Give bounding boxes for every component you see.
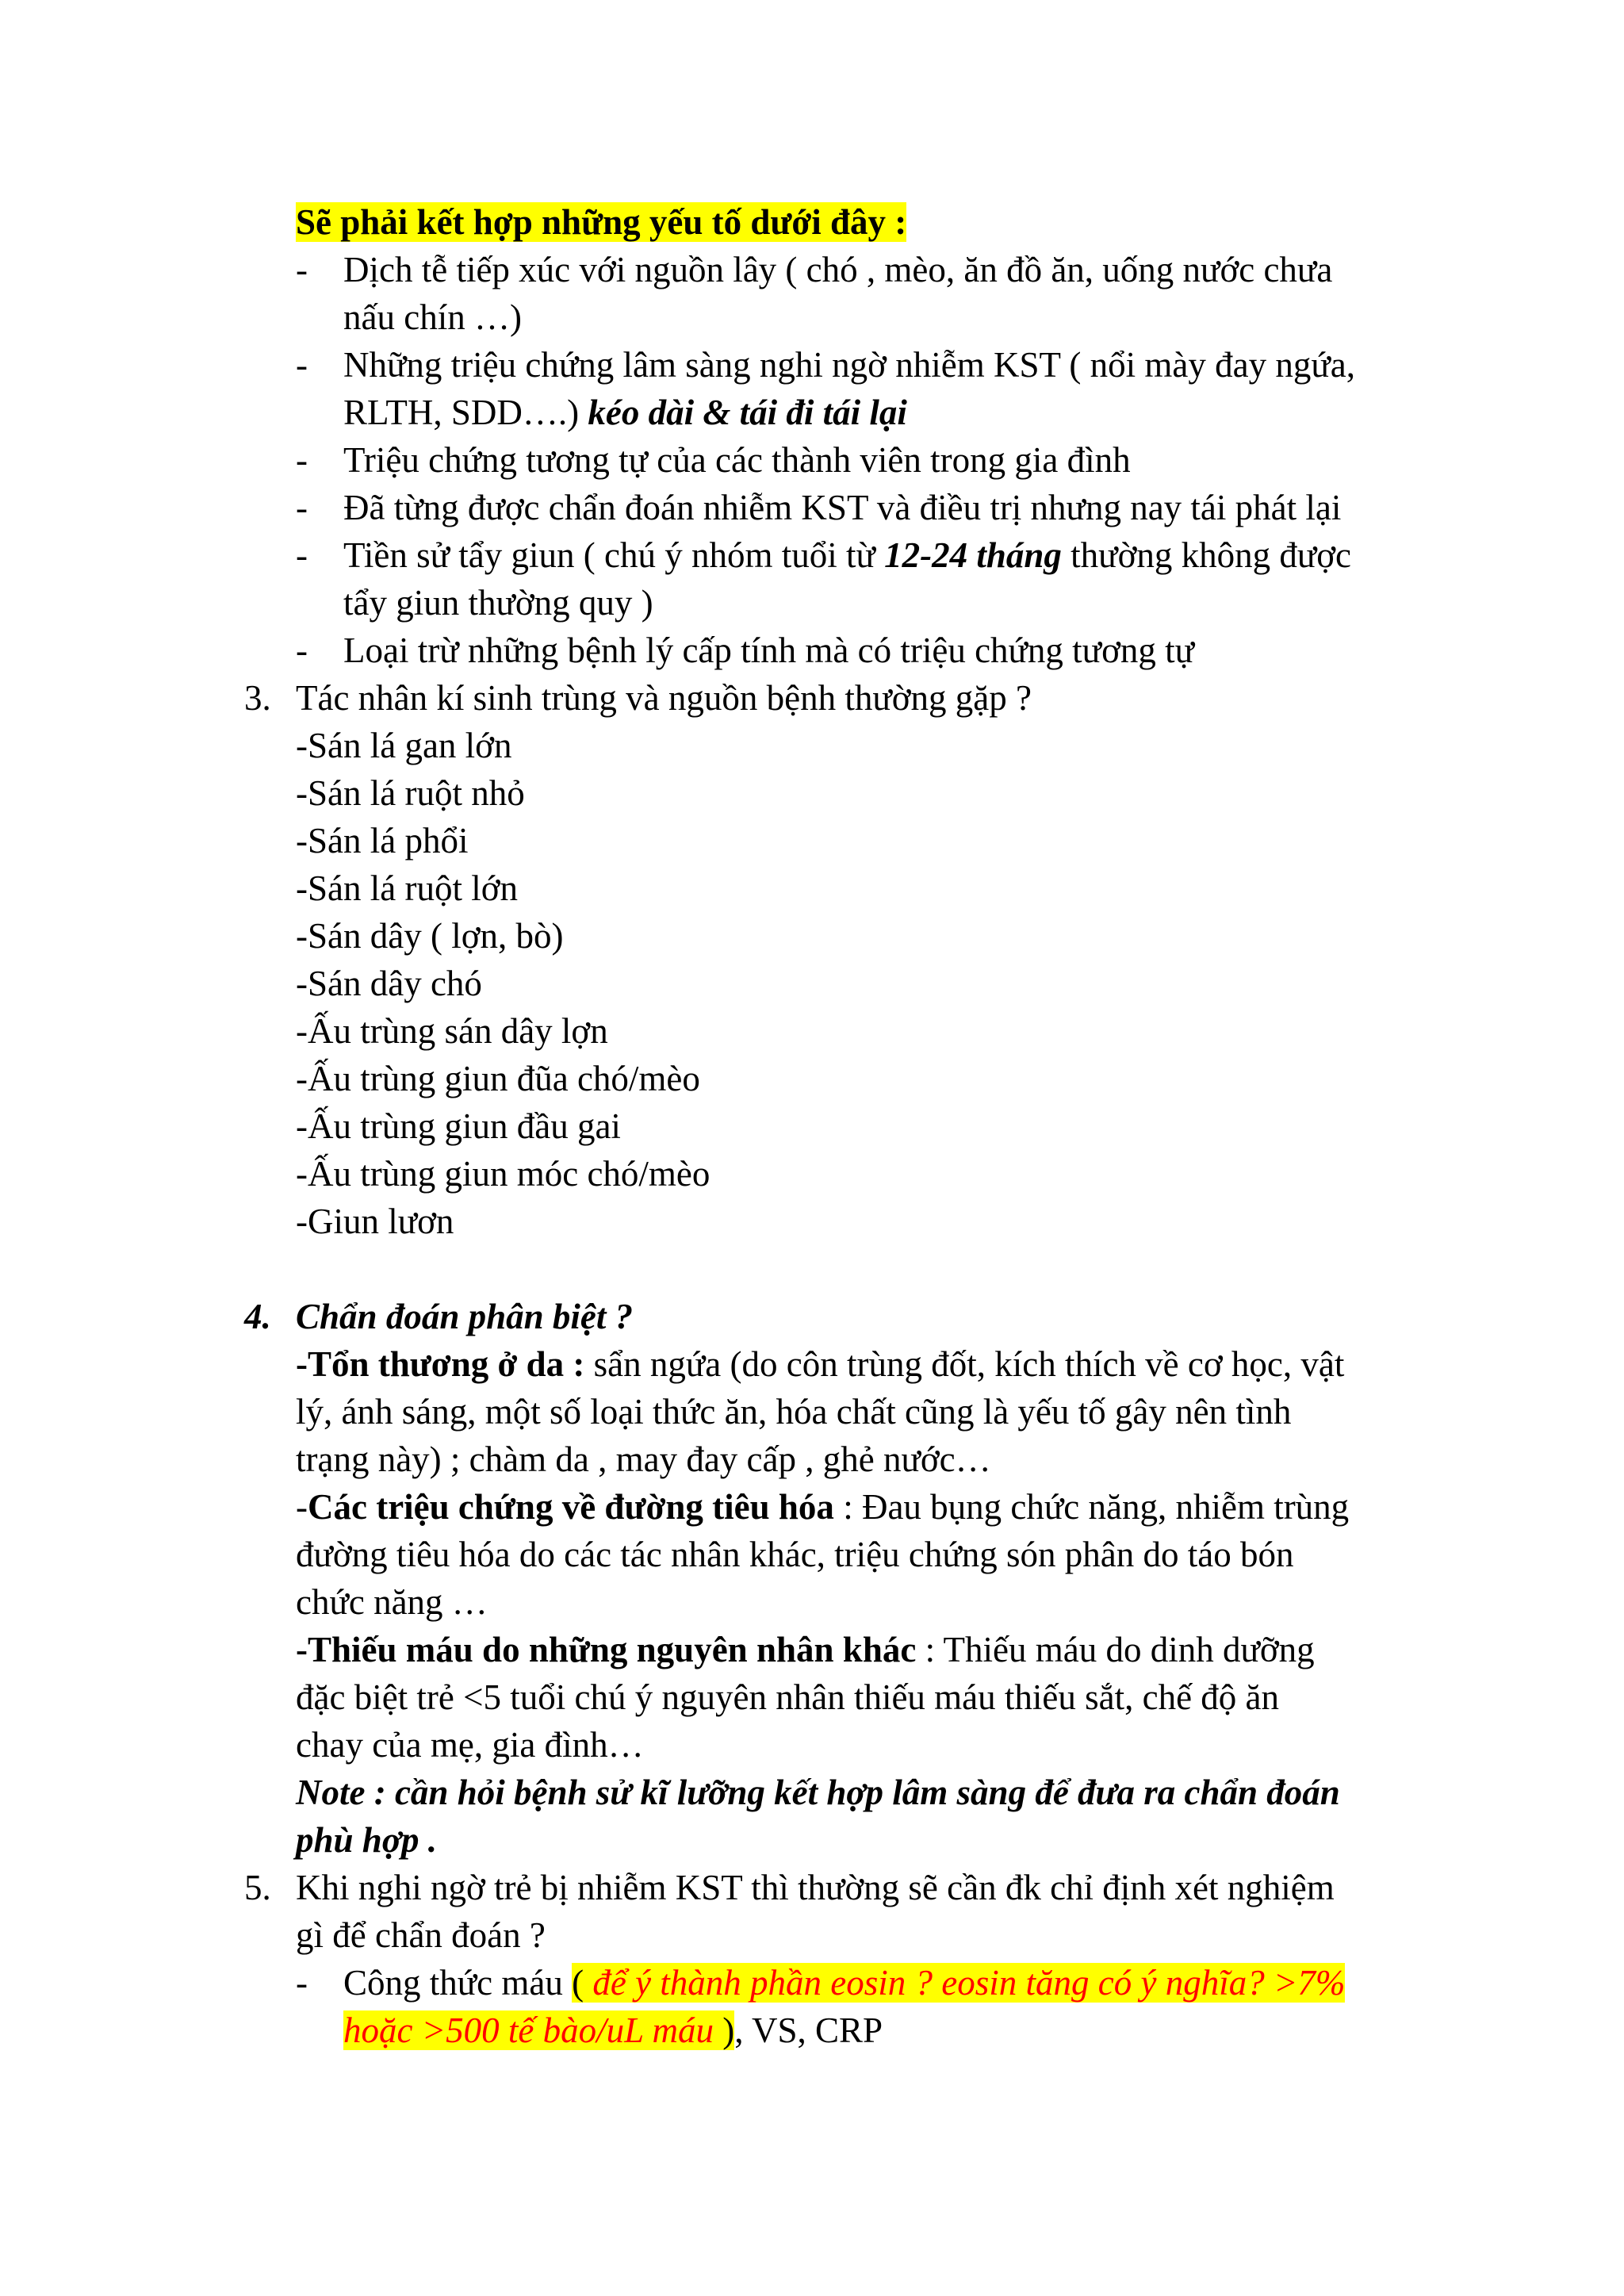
bullet-marker: -: [296, 488, 308, 527]
q4-skin-line-1: -Tổn thương ở da : sẩn ngứa (do côn trùng đốt, kích thích về cơ học, vật: [296, 1344, 1345, 1384]
q3-item: -Sán lá ruột lớn: [296, 868, 518, 908]
intro-bullet-3: Triệu chứng tương tự của các thành viên trong gia đình: [343, 440, 1131, 480]
bullet-marker: -: [296, 250, 308, 289]
q3-item: -Sán lá ruột nhỏ: [296, 773, 525, 813]
q3-number: 3.: [244, 678, 271, 718]
q3-item: -Ấu trùng giun móc chó/mèo: [296, 1154, 710, 1194]
q4-anemia-line-2: đặc biệt trẻ <5 tuổi chú ý nguyên nhân thiếu máu thiếu sắt, chế độ ăn: [296, 1677, 1280, 1717]
intro-bullet-2-line-1: Những triệu chứng lâm sàng nghi ngờ nhiễm KST ( nổi mày đay ngứa,: [343, 345, 1355, 385]
q4-note-line-1: Note : cần hỏi bệnh sử kĩ lưỡng kết hợp lâm sàng để đưa ra chẩn đoán: [296, 1773, 1340, 1812]
q3-item: -Ấu trùng sán dây lợn: [296, 1011, 608, 1051]
intro-bullet-2-emphasis: kéo dài & tái đi tái lại: [588, 393, 907, 432]
q4-gi-label: Các triệu chứng về đường tiêu hóa: [308, 1487, 834, 1527]
q3-item: -Sán lá phổi: [296, 821, 469, 861]
bullet-marker: -: [296, 631, 308, 670]
q4-gi-line-3: chức năng …: [296, 1582, 488, 1622]
q5-title-line-1: Khi nghi ngờ trẻ bị nhiễm KST thì thường sẽ cần đk chỉ định xét nghiệm: [296, 1868, 1335, 1907]
intro-bullet-5-line-1: Tiền sử tẩy giun ( chú ý nhóm tuổi từ 12-24 tháng thường không được: [343, 535, 1352, 575]
q5-highlight: hoặc >500 tế bào/uL máu ): [343, 2010, 735, 2050]
intro-bullet-1-line-1: Dịch tễ tiếp xúc với nguồn lây ( chó , mèo, ăn đồ ăn, uống nước chưa: [343, 250, 1333, 289]
q3-item: -Sán lá gan lớn: [296, 726, 512, 765]
q5-eosin-note-line-1: để ý thành phần eosin ? eosin tăng có ý nghĩa? >7%: [592, 1963, 1346, 2003]
q5-highlight: ( để ý thành phần eosin ? eosin tăng có ý nghĩa? >7%: [572, 1963, 1346, 2003]
q3-title: Tác nhân kí sinh trùng và nguồn bệnh thường gặp ?: [296, 678, 1032, 718]
q4-title: Chẩn đoán phân biệt ?: [296, 1297, 634, 1336]
q3-item: -Ấu trùng giun đầu gai: [296, 1106, 621, 1146]
bullet-marker: -: [296, 535, 308, 575]
q4-number: 4.: [244, 1297, 271, 1336]
intro-bullet-6: Loại trừ những bệnh lý cấp tính mà có triệu chứng tương tự: [343, 631, 1195, 670]
bullet-marker: -: [296, 1963, 308, 2003]
q3-item: -Ấu trùng giun đũa chó/mèo: [296, 1059, 700, 1098]
bullet-marker: -: [296, 440, 308, 480]
q4-gi-line-2: đường tiêu hóa do các tác nhân khác, triệu chứng són phân do táo bón: [296, 1535, 1294, 1574]
intro-bullet-2-line-2: RLTH, SDD….) kéo dài & tái đi tái lại: [343, 393, 907, 432]
bullet-marker: -: [296, 345, 308, 385]
q4-gi-line-1: -Các triệu chứng về đường tiêu hóa : Đau bụng chức năng, nhiễm trùng: [296, 1487, 1350, 1527]
q4-skin-label: -Tổn thương ở da :: [296, 1344, 585, 1384]
q4-note-line-2: phù hợp .: [296, 1820, 437, 1860]
q4-anemia-label: -Thiếu máu do những nguyên nhân khác: [296, 1630, 917, 1669]
intro-bullet-4: Đã từng được chẩn đoán nhiễm KST và điều trị nhưng nay tái phát lại: [343, 488, 1342, 527]
q4-anemia-line-3: chay của mẹ, gia đình…: [296, 1725, 644, 1765]
q3-item: -Giun lươn: [296, 1202, 454, 1241]
intro-bullet-5-line-2: tẩy giun thường quy ): [343, 583, 653, 623]
q5-bullet-1-line-1: Công thức máu ( để ý thành phần eosin ? eosin tăng có ý nghĩa? >7%: [343, 1963, 1346, 2003]
q5-title-line-2: gì để chẩn đoán ?: [296, 1915, 546, 1955]
q5-number: 5.: [244, 1868, 271, 1907]
q5-eosin-note-line-2: hoặc >500 tế bào/uL máu: [343, 2010, 714, 2050]
q4-anemia-line-1: -Thiếu máu do những nguyên nhân khác : Thiếu máu do dinh dưỡng: [296, 1630, 1315, 1669]
q4-skin-line-2: lý, ánh sáng, một số loại thức ăn, hóa chất cũng là yếu tố gây nên tình: [296, 1392, 1292, 1432]
q3-item: -Sán dây chó: [296, 964, 482, 1003]
q3-item: -Sán dây ( lợn, bò): [296, 916, 564, 956]
intro-bullet-5-emphasis: 12-24 tháng: [884, 535, 1062, 575]
intro-heading: Sẽ phải kết hợp những yếu tố dưới đây :: [296, 202, 907, 242]
q4-skin-line-3: trạng này) ; chàm da , may đay cấp , ghẻ nước…: [296, 1439, 991, 1479]
q5-bullet-1-line-2: hoặc >500 tế bào/uL máu ), VS, CRP: [343, 2010, 883, 2050]
intro-bullet-1-line-2: nấu chín …): [343, 297, 522, 337]
